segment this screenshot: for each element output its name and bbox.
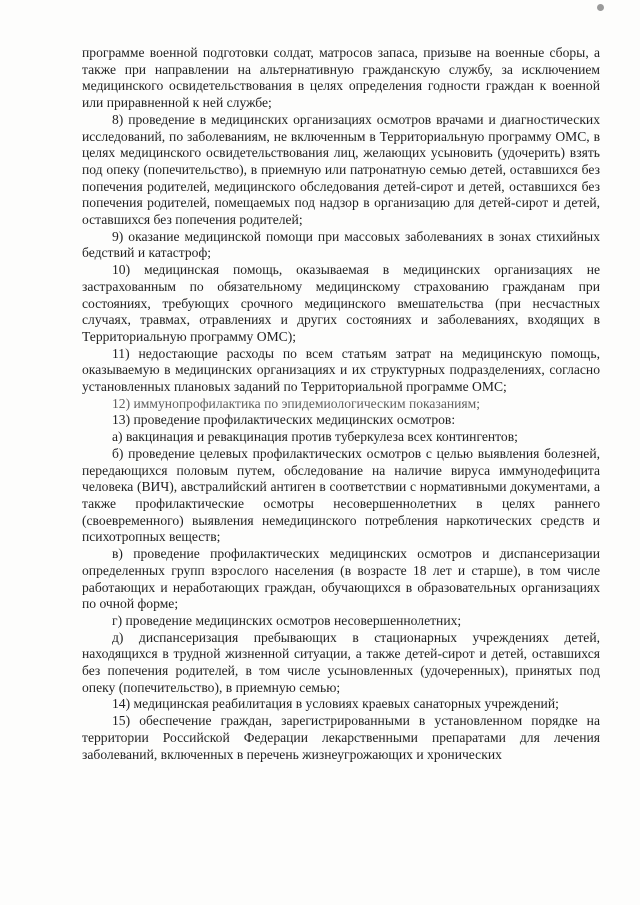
paragraph-item-8: 8) проведение в медицинских организациях осмотров врачами и диагностических исследований, по заболеваниям, не включенным в Территориальную программу ОМС, в целях медицинского освидетельствования лиц, желающих усыновить (удочерить) взять под опеку (попечительство), в приемную или патронатную семью детей, оставшихся без попечения родителей, медицинского обследования детей-сирот и детей, оставшихся без попечения родителей, помещаемых под надзор в организацию для детей-сирот и детей, оставшихся без попечения родителей; <box>82 111 600 228</box>
paragraph-item-13v: в) проведение профилактических медицинских осмотров и диспансеризации определенных групп взрослого населения (в возрасте 18 лет и старше), в том числе работающих и неработающих граждан, обучающихся в образовательных организациях по очной форме; <box>82 546 600 612</box>
paragraph-item-13a: а) вакцинация и ревакцинация против туберкулеза всех контингентов; <box>112 429 518 445</box>
scan-mark <box>597 4 604 11</box>
paragraph-item-13d: д) диспансеризация пребывающих в стационарных учреждениях детей, находящихся в трудной жизненной ситуации, а также детей-сирот и детей, оставшихся без попечения родителей, в том числе усыновленных (удочеренных), принятых под опеку (попечительство), в приемную семью; <box>82 629 600 695</box>
paragraph-item-13: 13) проведение профилактических медицинских осмотров: <box>112 412 456 428</box>
paragraph-item-11: 11) недостающие расходы по всем статьям затрат на медицинскую помощь, оказываемую в медицинских организациях и их структурных подразделениях, согласно установленных плановых заданий по Территориальной программе ОМС; <box>82 345 600 395</box>
paragraph-item-9: 9) оказание медицинской помощи при массовых заболеваниях в зонах стихийных бедствий и катастроф; <box>82 228 600 261</box>
paragraph-item-14: 14) медицинская реабилитация в условиях краевых санаторных учреждений; <box>112 696 559 712</box>
paragraph-item-13g: г) проведение медицинских осмотров несовершеннолетних; <box>112 612 462 628</box>
paragraph-item-12: 12) иммунопрофилактика по эпидемиологическим показаниям; <box>112 395 481 411</box>
paragraph-military-service: программе военной подготовки солдат, матросов запаса, призыве на военные сборы, а также при направлении на альтернативную гражданскую службу, за исключением медицинского освидетельствования в целях определения годности граждан к военной или приравненной к ней службе; <box>82 45 600 111</box>
paragraph-item-15: 15) обеспечение граждан, зарегистрированными в установленном порядке на территории Российской Федерации лекарственными препаратами для лечения заболеваний, включенных в перечень жизнеугрожающих и хронических <box>82 713 600 762</box>
paragraph-item-10: 10) медицинская помощь, оказываемая в медицинских организациях не застрахованным по обязательному медицинскому страхованию гражданам при состояниях, требующих срочного медицинского вмешательства (при несчастных случаях, травмах, отравлениях и других состояниях и заболеваниях, входящих в Территориальную программу ОМС); <box>82 262 600 344</box>
paragraph-item-13b: б) проведение целевых профилактических осмотров с целью выявления болезней, передающихся половым путем, обследование на наличие вируса иммунодефицита человека (ВИЧ), австралийский антиген в соответствии с нормативными документами, а также профилактические осмотры несовершеннолетних в целях раннего (своевременного) выявления немедицинского потребления наркотических средств и психотропных веществ; <box>82 445 600 545</box>
